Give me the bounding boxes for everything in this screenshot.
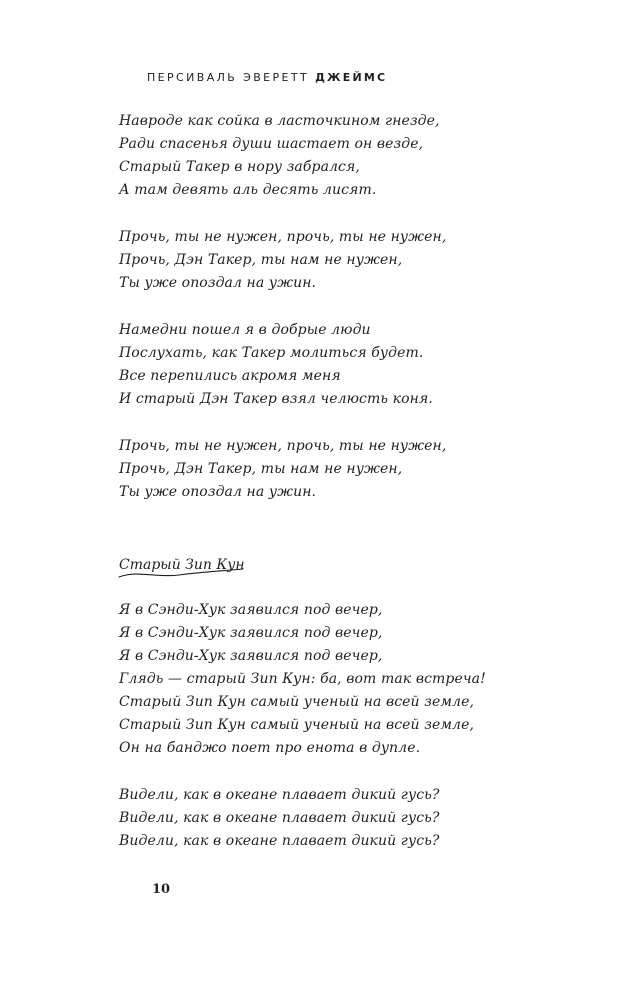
verse-line: Видели, как в океане плавает дикий гусь? [119, 787, 440, 803]
refrain-line: Прочь, ты не нужен, прочь, ты не нужен, [119, 438, 447, 454]
verse-line: Я в Сэнди-Хук заявился под вечер, [119, 625, 383, 641]
verse-line: Он на банджо поет про енота в дупле. [119, 740, 421, 756]
verse-line: Навроде как сойка в ласточкином гнезде, [119, 113, 440, 129]
verse-line: Ради спасенья души шастает он везде, [119, 136, 424, 152]
page-number: 10 [152, 882, 171, 897]
verse-line: Я в Сэнди-Хук заявился под вечер, [119, 602, 383, 618]
verse-line: Старый Такер в нору забрался, [119, 159, 360, 175]
verse-line: Послухать, как Такер молиться будет. [119, 345, 424, 361]
verse-line: А там девять аль десять лисят. [119, 182, 377, 198]
refrain-line: Прочь, Дэн Такер, ты нам не нужен, [119, 252, 403, 268]
verse-line: Старый Зип Кун самый ученый на всей земле, [119, 717, 475, 733]
song-title: Старый Зип Кун [119, 557, 245, 573]
verse-line: Я в Сэнди-Хук заявился под вечер, [119, 648, 383, 664]
running-head [147, 71, 507, 84]
verse-line: Все перепились акромя меня [119, 368, 341, 384]
verse-line: Глядь — старый Зип Кун: ба, вот так встреча! [119, 671, 486, 687]
refrain-line: Прочь, ты не нужен, прочь, ты не нужен, [119, 229, 447, 245]
running-head-author-name: ПЕРСИВАЛЬ ЭВЕРЕТТ [147, 71, 310, 84]
running-head-author-surname: ДЖЕЙМС [315, 71, 388, 84]
verse-line: И старый Дэн Такер взял челюсть коня. [119, 391, 433, 407]
refrain-line: Ты уже опоздал на ужин. [119, 275, 317, 291]
refrain-line: Прочь, Дэн Такер, ты нам не нужен, [119, 461, 403, 477]
verse-line: Старый Зип Кун самый ученый на всей земле, [119, 694, 475, 710]
title-underline-flourish [117, 566, 247, 582]
verse-line: Видели, как в океане плавает дикий гусь? [119, 833, 440, 849]
verse-line: Намедни пошел я в добрые люди [119, 322, 371, 338]
verse-line: Видели, как в океане плавает дикий гусь? [119, 810, 440, 826]
refrain-line: Ты уже опоздал на ужин. [119, 484, 317, 500]
